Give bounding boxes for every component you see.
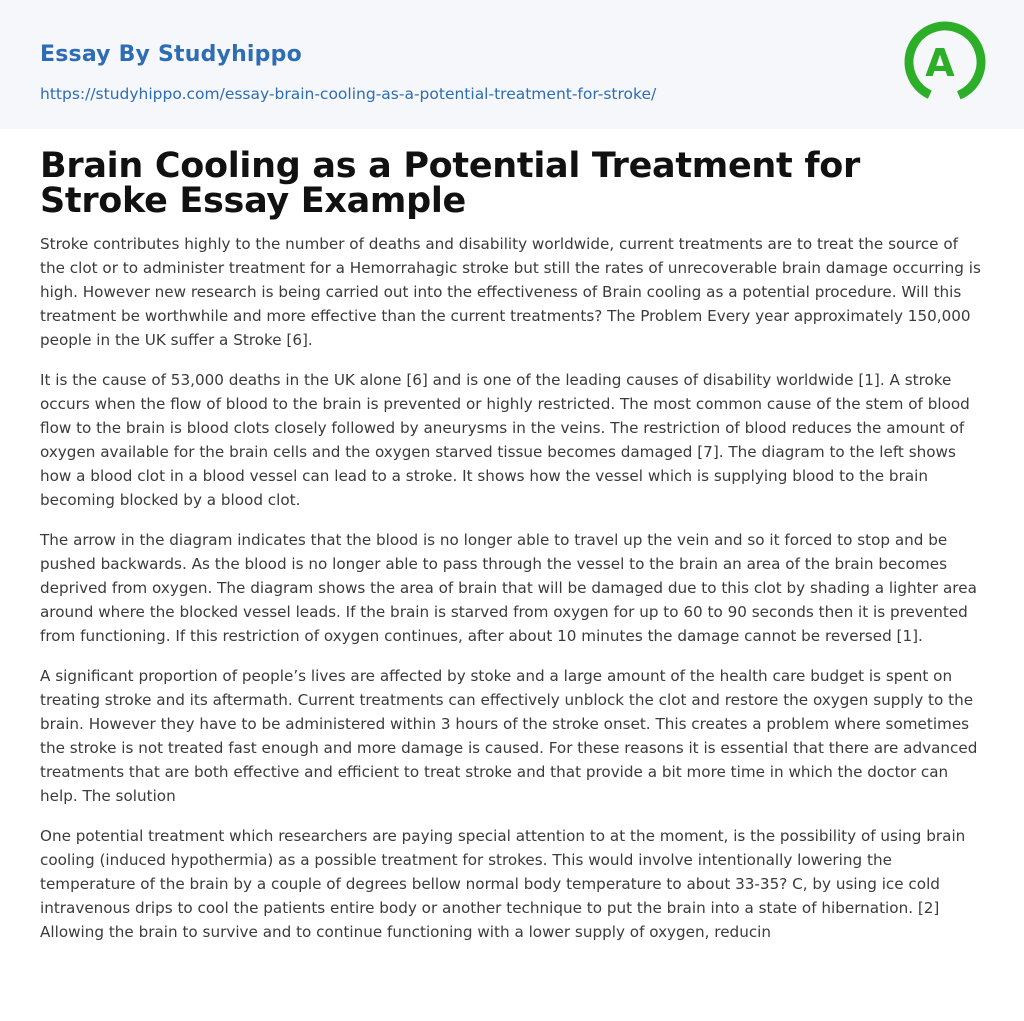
paragraph-5: One potential treatment which researchers are paying special attention to at the moment, is the possibility of using brain cooling (induced hypothermia) as a possible treatment for strokes. This would involve intentionally lowering the temperature of the brain by a couple of degrees bellow normal body temperature to about 33-35? C, by using ice cold intravenous drips to cool the patients entire body or another technique to put the brain into a state of hibernation. [2] Allowing the brain to survive and to continue functioning with a lower supply of oxygen, reducin xyxy=(40,827,966,941)
paragraph-3: The arrow in the diagram indicates that the blood is no longer able to travel up the vein and so it forced to stop and be pushed backwards. As the blood is no longer able to pass through the vessel to the brain an area of the brain becomes deprived from oxygen. The diagram shows the area of brain that will be damaged due to this clot by shading a lighter area around where the blocked vessel leads. If the brain is starved from oxygen for up to 60 to 90 seconds then it is prevented from functioning. If this restriction of oxygen continues, after about 10 minutes the damage cannot be reversed [1]. xyxy=(40,531,977,645)
site-header xyxy=(0,0,1024,129)
site-title[interactable]: Essay By Studyhippo xyxy=(40,42,302,67)
logo-letter: A xyxy=(925,41,955,85)
paragraph-4: A significant proportion of people’s lives are affected by stoke and a large amount of the health care budget is spent on treating stroke and its aftermath. Current treatments can effectively unblock the clot and restore the oxygen supply to the brain. However they have to be administered within 3 hours of the stroke onset. This creates a problem where sometimes the stroke is not treated fast enough and more damage is caused. For these reasons it is essential that there are advanced treatments that are both effective and efficient to treat stroke and that provide a bit more time in which the doctor can help. The solution xyxy=(40,667,978,805)
paragraph-2: It is the cause of 53,000 deaths in the UK alone [6] and is one of the leading causes of disability worldwide [1]. A stroke occurs when the flow of blood to the brain is prevented or highly restricted. The most common cause of the stem of blood flow to the brain is blood clots closely followed by aneurysms in the veins. The restriction of blood reduces the amount of oxygen available for the brain cells and the oxygen starved tissue becomes damaged [7]. The diagram to the left shows how a blood clot in a blood vessel can lead to a stroke. It shows how the vessel which is supplying blood to the brain becoming blocked by a blood clot. xyxy=(40,371,970,509)
page-title: Brain Cooling as a Potential Treatment for Stroke Essay Example xyxy=(40,146,860,221)
paragraph-1: Stroke contributes highly to the number of deaths and disability worldwide, current treatments are to treat the source of the clot or to administer treatment for a Hemorrahagic stroke but still the rates of unrecoverable brain damage occurring is high. However new research is being carried out into the effectiveness of Brain cooling as a potential procedure. Will this treatment be worthwhile and more effective than the current treatments? The Problem Every year approximately 150,000 people in the UK suffer a Stroke [6]. xyxy=(40,235,981,349)
studyhippo-logo-icon[interactable] xyxy=(899,16,991,108)
page-url-link[interactable]: https://studyhippo.com/essay-brain-cooling-as-a-potential-treatment-for-stroke/ xyxy=(40,85,657,103)
article xyxy=(40,146,985,960)
